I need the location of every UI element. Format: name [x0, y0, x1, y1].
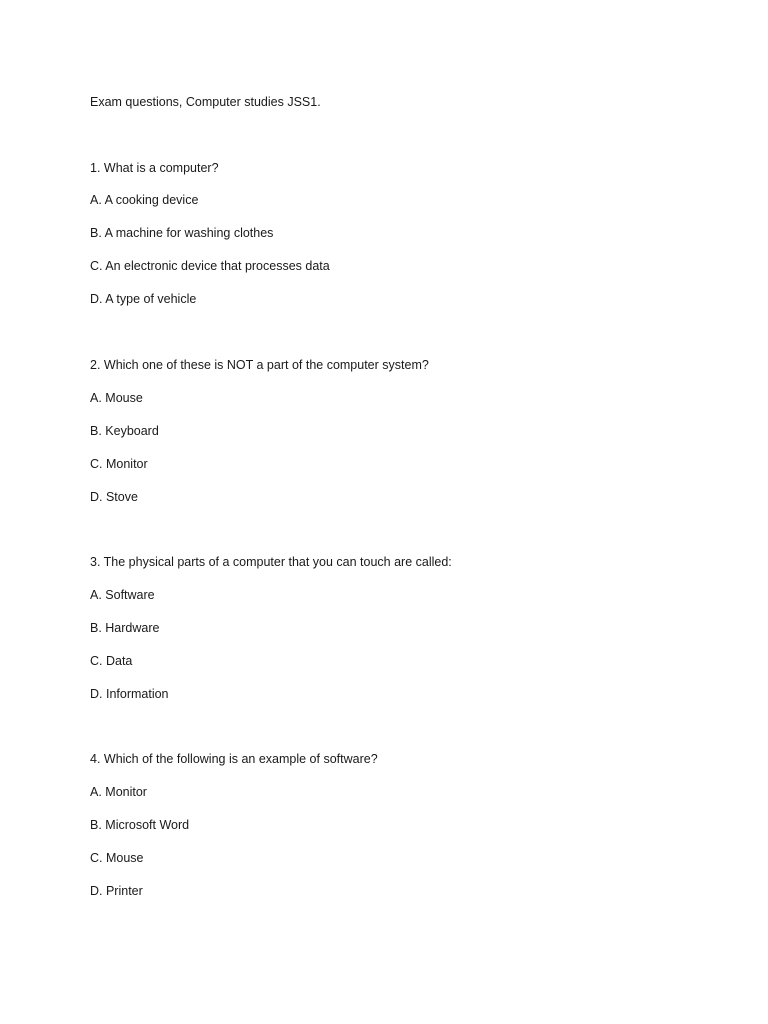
question-1-option-c: C. An electronic device that processes data: [90, 259, 330, 273]
question-3-option-a: A. Software: [90, 588, 155, 602]
question-1-option-b: B. A machine for washing clothes: [90, 226, 274, 240]
question-1: 1. What is a computer?: [90, 161, 219, 175]
question-2-option-a: A. Mouse: [90, 391, 143, 405]
question-4-option-b: B. Microsoft Word: [90, 818, 190, 832]
question-2-option-c: C. Monitor: [90, 457, 148, 471]
question-4: 4. Which of the following is an example of software?: [90, 752, 378, 766]
question-2-option-d: D. Stove: [90, 490, 138, 504]
question-1-option-a: A. A cooking device: [90, 193, 199, 207]
question-4-option-c: C. Mouse: [90, 851, 144, 865]
question-3-option-b: B. Hardware: [90, 621, 160, 635]
question-1-option-d: D. A type of vehicle: [90, 292, 197, 306]
question-4-option-a: A. Monitor: [90, 785, 147, 799]
question-3-option-d: D. Information: [90, 687, 169, 701]
document-title: Exam questions, Computer studies JSS1.: [90, 95, 321, 109]
question-2-option-b: B. Keyboard: [90, 424, 159, 438]
question-2: 2. Which one of these is NOT a part of the computer system?: [90, 358, 429, 372]
question-4-option-d: D. Printer: [90, 884, 143, 898]
question-3: 3. The physical parts of a computer that you can touch are called:: [90, 555, 452, 569]
question-3-option-c: C. Data: [90, 654, 133, 668]
